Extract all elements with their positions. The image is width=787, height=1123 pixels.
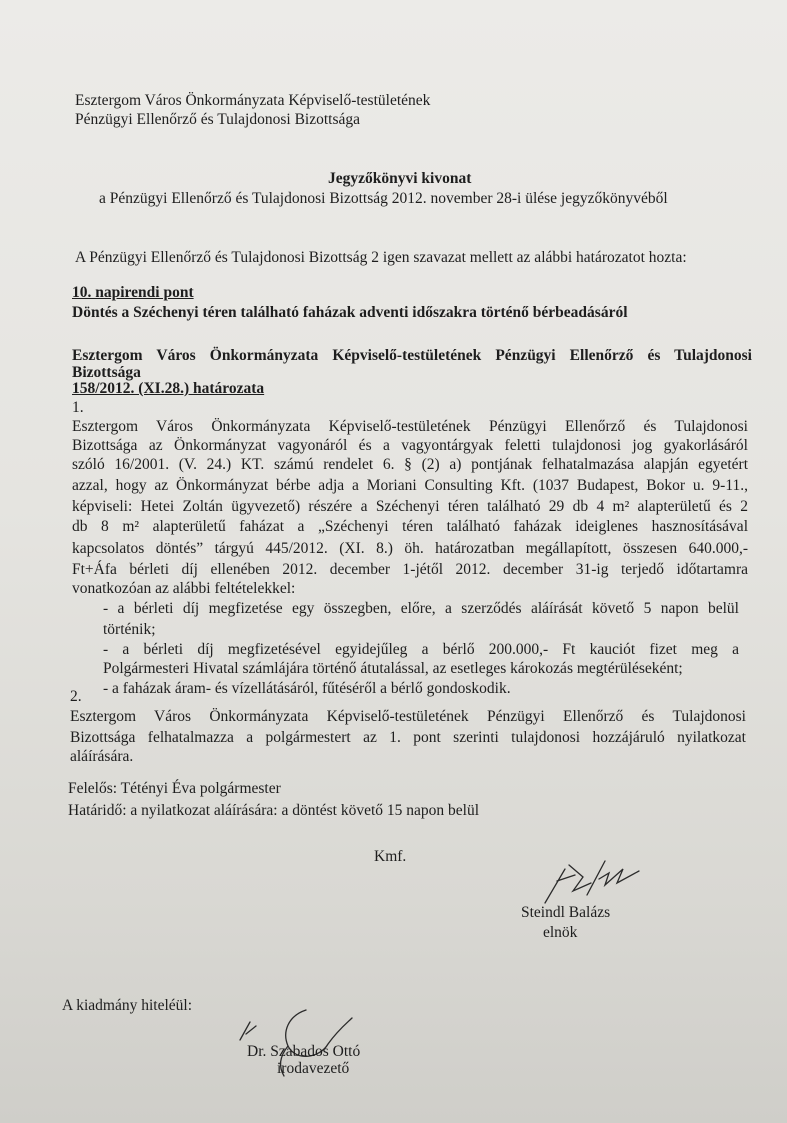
header-line-2: Pénzügyi Ellenőrző és Tulajdonosi Bizottsága	[75, 111, 361, 128]
condition-line: - a faházak áram- és vízellátásáról, fűtéséről a bérlő gondoskodik.	[103, 680, 511, 697]
condition-line: történik;	[103, 621, 156, 638]
point-1-line: Esztergom Város Önkormányzata Képviselő-testületének Pénzügyi Ellenőrző és Tulajdonosi	[72, 418, 748, 435]
point-1-line: db 8 m² alapterületű faházat a „Széchenyi téren található faházak ideiglenes hasznosításával	[72, 518, 748, 535]
extract-title: Jegyzőkönyvi kivonat	[328, 170, 472, 187]
signer-name: Steindl Balázs	[521, 904, 611, 921]
responsible-line: Felelős: Tétényi Éva polgármester	[68, 780, 281, 797]
intro-text: A Pénzügyi Ellenőrző és Tulajdonosi Bizottság 2 igen szavazat mellett az alábbi határozatot hozta:	[75, 249, 687, 266]
point-2-number: 2.	[70, 688, 82, 705]
header-line-1: Esztergom Város Önkormányzata Képviselő-testületének	[75, 92, 431, 109]
point-1-line: Ft+Áfa bérleti díj ellenében 2012. december 1-jétől 2012. december 31-ig terjedő időtartamra	[72, 561, 748, 578]
agenda-topic: Döntés a Széchenyi téren található faházak adventi időszakra történő bérbeadásáról	[72, 304, 628, 321]
signer-role: elnök	[543, 924, 578, 941]
extract-subtitle: a Pénzügyi Ellenőrző és Tulajdonosi Bizottság 2012. november 28-i ülése jegyzőkönyvéből	[99, 190, 668, 207]
agenda-item: 10. napirendi pont	[72, 284, 194, 301]
point-1-line: képviseli: Hetei Zoltán ügyvezető) részére a Széchenyi téren található 29 db 4 m² alapterületű és 2	[72, 498, 748, 515]
attester-role: irodavezető	[277, 1060, 350, 1077]
resolution-number: 158/2012. (XI.28.) határozata	[72, 380, 265, 397]
condition-line: Polgármesteri Hivatal számlájára történő átutalással, az esetleges károkozás megtérüléseként;	[103, 660, 683, 677]
condition-line: - a bérleti díj megfizetésével egyidejűleg a bérlő 200.000,- Ft kauciót fizet meg a	[103, 641, 739, 658]
attest-label: A kiadmány hiteléül:	[62, 997, 193, 1014]
kmf-text: Kmf.	[374, 848, 407, 865]
resolution-body-name: Esztergom Város Önkormányzata Képviselő-testületének Pénzügyi Ellenőrző és Tulajdonosi	[72, 347, 752, 364]
point-1-number: 1.	[72, 399, 84, 416]
point-2-line: Bizottsága felhatalmazza a polgármestert az 1. pont szerinti tulajdonosi hozzájáruló nyilatkozat	[70, 729, 746, 746]
condition-line: - a bérleti díj megfizetése egy összegben, előre, a szerződés aláírását követő 5 napon belül	[103, 600, 739, 617]
deadline-line: Határidő: a nyilatkozat aláírására: a döntést követő 15 napon belül	[68, 802, 480, 819]
resolution-body-name-cont: Bizottsága	[72, 364, 141, 381]
point-1-line: szóló 16/2001. (V. 24.) KT. számú rendelet 6. § (2) a) pontjának felhatalmazása alapján egyetért	[72, 456, 748, 473]
point-1-line: azzal, hogy az Önkormányzat bérbe adja a Moriani Consulting Kft. (1037 Budapest, Bokor u. 9-11.,	[72, 477, 748, 494]
point-1-line: Bizottsága az Önkormányzat vagyonáról és a vagyontárgyak feletti tulajdonosi jog gyakorlásáról	[72, 437, 748, 454]
point-1-line: vonatkozóan az alábbi feltételekkel:	[72, 580, 296, 597]
point-1-line: kapcsolatos döntés” tárgyú 445/2012. (XI. 8.) öh. határozatban megállapított, összesen 640.000,-	[72, 540, 748, 557]
signature-steindl	[535, 855, 655, 910]
point-2-line: Esztergom Város Önkormányzata Képviselő-testületének Pénzügyi Ellenőrző és Tulajdonosi	[70, 708, 746, 725]
point-2-line: aláírására.	[70, 748, 134, 765]
attester-name: Dr. Szabados Ottó	[247, 1043, 361, 1060]
